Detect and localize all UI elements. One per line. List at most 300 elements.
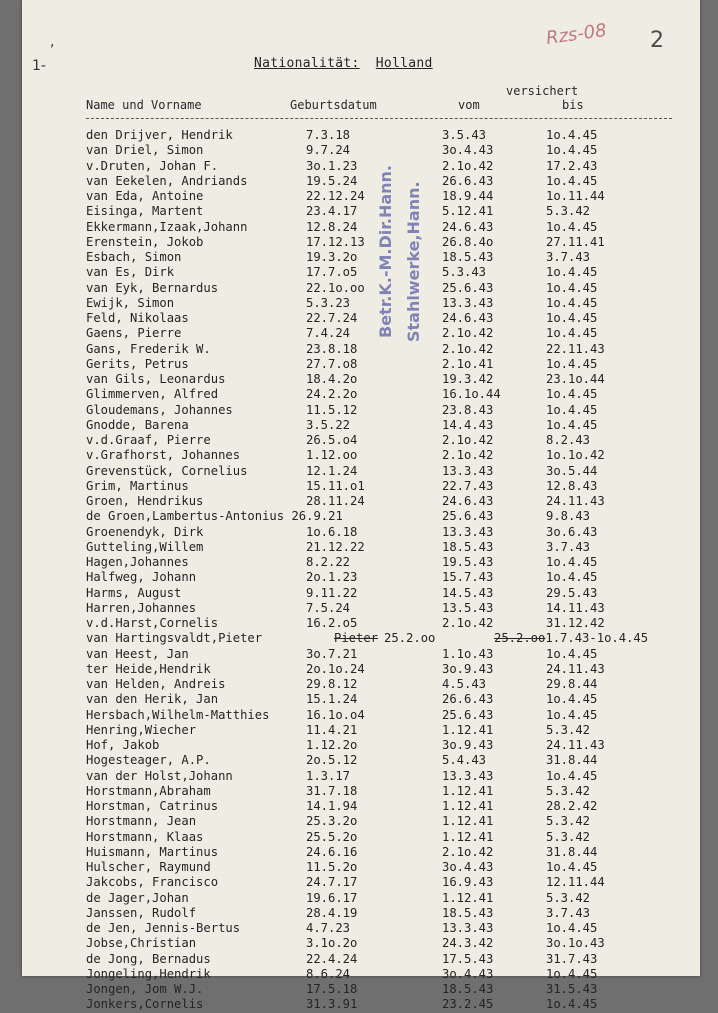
cell-birthdate: 16.1o.o4: [306, 707, 365, 722]
cell-name: Halfweg, Johann: [86, 570, 197, 585]
table-row: [22, 936, 700, 951]
table-row: [22, 647, 700, 662]
table-row: [22, 845, 700, 860]
cell-name: Hulscher, Raymund: [86, 860, 211, 874]
cell-birthdate: 19.3.2o: [306, 250, 358, 264]
cell-bis: 1o.4.45: [546, 280, 598, 295]
cell-vom: 23.8.43: [442, 402, 494, 417]
cell-birthdate: 26.5.o4: [306, 433, 358, 447]
cell-vom: 18.5.43: [442, 539, 494, 554]
cell-birthdate: 1.12.oo: [306, 448, 358, 463]
cell-vom: 3o.9.43: [442, 738, 494, 752]
cell-bis: 1o.4.45: [546, 265, 598, 280]
table-row: [22, 128, 700, 143]
cell-birthdate: 23.8.18: [306, 341, 358, 356]
cell-bis: 8.2.43: [546, 433, 591, 447]
cell-name: Huismann, Martinus: [86, 844, 219, 859]
cell-name: v.d.Graaf, Pierre: [86, 433, 211, 447]
cell-vom: 1.12.41: [442, 783, 494, 798]
cell-birthdate: 4.7.23: [306, 921, 351, 935]
cell-name: Jonkers,Cornelis: [86, 997, 204, 1012]
cell-name: ter Heide,Hendrik: [86, 661, 211, 676]
table-row: [22, 891, 700, 906]
cell-birthdate: 25.5.2o: [306, 829, 358, 844]
cell-bis: 24.11.43: [546, 738, 605, 752]
cell-birthdate: 31.7.18: [306, 783, 358, 798]
cell-vom: 13.3.43: [442, 921, 494, 935]
cell-name: van Es, Dirk: [86, 265, 175, 280]
cell-bis: 29.5.43: [546, 585, 598, 600]
red-annotation: Rzs-08: [544, 19, 608, 50]
cell-name: van der Holst,Johann: [86, 768, 233, 783]
cell-birthdate: 24.2.2o: [306, 387, 358, 402]
cell-birthdate: 3o.7.21: [306, 646, 358, 661]
cell-name: de Jen, Jennis-Bertus: [86, 921, 241, 935]
table-row: [22, 204, 700, 219]
table-row: [22, 326, 700, 341]
cell-vom: 2.1o.42: [442, 158, 494, 173]
cell-vom: 26.6.43: [442, 173, 494, 188]
vom-value: 1.7.43: [545, 631, 590, 646]
cell-vom: 26.8.4o: [442, 234, 494, 249]
cell-vom: 15.7.43: [442, 570, 494, 585]
cell-birthdate: 15.1.24: [306, 692, 358, 707]
title-label: Nationalität:: [254, 56, 360, 71]
stamp-line-1: Betr.K.-M.Dir.Hann.: [376, 165, 395, 338]
table-row: [22, 967, 700, 982]
cell-vom: 13.5.43: [442, 600, 494, 615]
cell-bis: 28.2.42: [546, 799, 598, 813]
cell-vom: 22.7.43: [442, 478, 494, 493]
cell-vom: 4.5.43: [442, 677, 487, 691]
cell-bis: 14.11.43: [546, 600, 605, 615]
cell-vom: 13.3.43: [442, 295, 494, 310]
cell-vom: 1.12.41: [442, 814, 494, 829]
table-row: [22, 662, 700, 677]
table-row: [22, 296, 700, 311]
cell-vom: 3o.4.43: [442, 860, 494, 874]
cell-bis: 1o.4.45: [546, 311, 598, 325]
cell-vom: 1.12.41: [442, 722, 494, 737]
cell-vom: 24.6.43: [442, 219, 494, 234]
table-row: [22, 952, 700, 967]
document-page: [22, 0, 700, 1012]
cell-vom: 25.6.43: [442, 707, 494, 722]
cell-birthdate: 17.5.18: [306, 982, 358, 996]
cell-vom: 18.5.43: [442, 982, 494, 996]
cell-bis: 1o.4.45: [546, 707, 598, 722]
cell-name: Gerits, Petrus: [86, 356, 189, 371]
cell-name: Hogesteager, A.P.: [86, 753, 211, 768]
header-divider: [86, 118, 672, 119]
cell-birthdate: 31.3.91: [306, 997, 358, 1012]
cell-vom: 14.5.43: [442, 585, 494, 600]
cell-name: Horstmann, Klaas: [86, 829, 204, 844]
cell-birthdate: 9.11.22: [306, 585, 358, 600]
cell-name: de Groen,Lambertus-Antonius 26.9.21: [86, 509, 343, 524]
cell-birthdate: 7.5.24: [306, 600, 351, 615]
cell-vom: [494, 631, 648, 645]
cell-vom: 13.3.43: [442, 768, 494, 783]
cell-vom: 3o.4.43: [442, 143, 494, 158]
cell-name: Harms, August: [86, 585, 182, 600]
cell-birthdate: 17.12.13: [306, 234, 365, 249]
cell-bis: 1o.4.45: [546, 417, 598, 432]
cell-bis: 1o.4.45: [546, 143, 598, 158]
cell-bis: 31.5.43: [546, 982, 598, 996]
table-row: [22, 601, 700, 616]
table-row: [22, 464, 700, 479]
cell-vom: 18.5.43: [442, 250, 494, 264]
cell-birthdate: 11.5.12: [306, 402, 358, 417]
cell-birthdate: 29.8.12: [306, 677, 358, 691]
table-row: [22, 814, 700, 829]
column-header-vom: vom: [458, 98, 480, 112]
table-row: [22, 784, 700, 799]
cell-name: Feld, Nikolaas: [86, 311, 189, 325]
table-row: [22, 692, 700, 707]
cell-birthdate: 15.11.o1: [306, 478, 365, 493]
cell-birthdate: 2o.1o.24: [306, 661, 365, 676]
cell-name: Esbach, Simon: [86, 250, 182, 264]
cell-name: Grevenstück, Cornelius: [86, 463, 248, 478]
cell-bis: 27.11.41: [546, 234, 605, 249]
column-header-versichert: versichert: [506, 84, 579, 98]
table-row: [22, 372, 700, 387]
cell-bis: 1o.4.45: [546, 326, 598, 341]
table-row: [22, 174, 700, 189]
cell-bis: 31.7.43: [546, 951, 598, 966]
cell-name: Jongen, Jom W.J.: [86, 982, 204, 996]
cell-name: v.d.Harst,Cornelis: [86, 616, 219, 630]
cell-bis: 5.3.42: [546, 829, 591, 844]
cell-birthdate: 22.1o.oo: [306, 280, 365, 295]
cell-vom: 5.12.41: [442, 204, 494, 219]
cell-name: van Eyk, Bernardus: [86, 280, 219, 295]
cell-vom: 2.1o.42: [442, 448, 494, 463]
cell-vom: 1.1o.43: [442, 646, 494, 661]
cell-name: Hagen,Johannes: [86, 555, 189, 569]
column-header-birthdate: Geburtsdatum: [290, 98, 377, 112]
cell-vom: 17.5.43: [442, 951, 494, 966]
cell-bis: 3o.5.44: [546, 463, 598, 478]
cell-vom: 1.12.41: [442, 829, 494, 844]
cell-birthdate: [334, 631, 435, 645]
cell-bis: 17.2.43: [546, 158, 598, 173]
cell-name: Horstmann,Abraham: [86, 783, 211, 798]
cell-name: Gaens, Pierre: [86, 326, 182, 341]
cell-vom: 2.1o.42: [442, 433, 494, 447]
cell-vom: 1.12.41: [442, 890, 494, 905]
cell-vom: 19.5.43: [442, 555, 494, 569]
cell-vom: 24.6.43: [442, 311, 494, 325]
cell-bis: 23.1o.44: [546, 372, 605, 386]
cell-vom: 2.1o.42: [442, 341, 494, 356]
table-row: [22, 509, 700, 524]
cell-bis: 3o.6.43: [546, 524, 598, 539]
cell-bis: 5.3.42: [546, 204, 591, 219]
page-title: [254, 56, 433, 71]
table-row: [22, 494, 700, 509]
table-row: [22, 875, 700, 890]
cell-birthdate: 24.6.16: [306, 844, 358, 859]
cell-vom: 25.6.43: [442, 280, 494, 295]
cell-bis: 1o.4.45: [546, 768, 598, 783]
cell-vom: 13.3.43: [442, 463, 494, 478]
cell-birthdate: 25.3.2o: [306, 814, 358, 829]
cell-name: van Hartingsvaldt,Pieter: [86, 631, 263, 646]
cell-name: de Jong, Bernadus: [86, 951, 211, 966]
table-row: [22, 982, 700, 997]
cell-birthdate: 3.1o.2o: [306, 936, 358, 951]
cell-birthdate: 19.6.17: [306, 890, 358, 905]
cell-name: Janssen, Rudolf: [86, 905, 197, 920]
records-table: [22, 128, 700, 1013]
cell-bis: 1o.4.45: [546, 997, 598, 1012]
cell-bis: 1o.4.45: [546, 387, 598, 402]
cell-vom: 18.9.44: [442, 189, 494, 203]
margin-mark: ,: [50, 34, 55, 50]
cell-name: Grim, Martinus: [86, 478, 189, 493]
cell-bis: 12.8.43: [546, 478, 598, 493]
cell-vom: 2.1o.41: [442, 356, 494, 371]
table-row: [22, 555, 700, 570]
table-row: [22, 159, 700, 174]
cell-bis: 5.3.42: [546, 783, 591, 798]
cell-name: Erenstein, Jokob: [86, 234, 204, 249]
table-row: [22, 860, 700, 875]
cell-bis: 1o.4.45: [546, 219, 598, 234]
cell-name: Hof, Jakob: [86, 738, 160, 752]
cell-bis: 22.11.43: [546, 341, 605, 356]
stamp-line-2: Stahlwerke,Hann.: [404, 181, 423, 342]
cell-name: Gnodde, Barena: [86, 417, 189, 432]
cell-bis: 1o.4.45: [546, 173, 598, 188]
table-row: [22, 220, 700, 235]
cell-bis: 1o.4.45: [546, 860, 598, 874]
cell-birthdate: 2o.1.23: [306, 570, 358, 585]
cell-name: Horstmann, Jean: [86, 814, 197, 829]
cell-name: van Eekelen, Andriands: [86, 173, 248, 188]
table-row: [22, 753, 700, 768]
cell-birthdate: 8.2.22: [306, 555, 351, 569]
cell-birthdate: 12.8.24: [306, 219, 358, 234]
table-row: [22, 708, 700, 723]
cell-birthdate: 9.7.24: [306, 143, 351, 158]
table-row: [22, 235, 700, 250]
cell-vom: 26.6.43: [442, 692, 494, 707]
cell-name: Horstman, Catrinus: [86, 799, 219, 813]
table-row: [22, 357, 700, 372]
cell-birthdate: 27.7.o8: [306, 356, 358, 371]
cell-bis: 12.11.44: [546, 875, 605, 890]
table-row: [22, 189, 700, 204]
cell-name: Jobse,Christian: [86, 936, 197, 951]
cell-vom: 14.4.43: [442, 417, 494, 432]
cell-bis: 3.7.43: [546, 539, 591, 554]
cell-bis: 1o.4.45: [546, 402, 598, 417]
cell-vom: 23.2.45: [442, 997, 494, 1012]
cell-name: Jongeling,Hendrik: [86, 966, 211, 981]
cell-name: Ewijk, Simon: [86, 295, 175, 310]
cell-vom: 19.3.42: [442, 372, 494, 386]
table-row: [22, 631, 700, 646]
table-row: [22, 281, 700, 296]
table-row: [22, 738, 700, 753]
cell-name: Eisinga, Martent: [86, 204, 204, 219]
table-row: [22, 906, 700, 921]
column-header-name: Name und Vorname: [86, 98, 202, 112]
cell-vom: 3o.9.43: [442, 661, 494, 676]
cell-name: v.Druten, Johan F.: [86, 158, 219, 173]
title-value: Holland: [375, 56, 433, 71]
table-row: [22, 525, 700, 540]
cell-name: den Drijver, Hendrik: [86, 128, 233, 142]
table-row: [22, 769, 700, 784]
cell-bis: 24.11.43: [546, 661, 605, 676]
company-stamp: [370, 130, 430, 350]
cell-name: Henring,Wiecher: [86, 722, 197, 737]
cell-vom: 2.1o.42: [442, 616, 494, 630]
cell-birthdate: 7.3.18: [306, 128, 351, 142]
cell-bis: 1o.4.45: [546, 356, 598, 371]
cell-vom: 5.4.43: [442, 753, 487, 768]
cell-bis: 1o.4.45: [546, 555, 598, 569]
cell-name: Hersbach,Wilhelm-Matthies: [86, 707, 270, 722]
cell-vom: 16.1o.44: [442, 387, 501, 402]
cell-birthdate: 1o.6.18: [306, 524, 358, 539]
cell-birthdate: 14.1.94: [306, 799, 358, 813]
cell-vom: 24.3.42: [442, 936, 494, 951]
cell-name: Groen, Hendrikus: [86, 494, 204, 508]
cell-bis: 5.3.42: [546, 722, 591, 737]
cell-bis: 1o.4.45: [546, 646, 598, 661]
cell-birthdate: 22.7.24: [306, 311, 358, 325]
cell-birthdate: 23.4.17: [306, 204, 358, 219]
cell-birthdate: 19.5.24: [306, 173, 358, 188]
cell-bis: 1o.4.45: [546, 966, 598, 981]
cell-name: van Eda, Antoine: [86, 189, 204, 203]
cell-bis: 1o.4.45: [546, 921, 598, 935]
cell-birthdate: 3o.1.23: [306, 158, 358, 173]
cell-name: van Helden, Andreis: [86, 677, 226, 691]
cell-vom: 2.1o.42: [442, 326, 494, 341]
cell-bis: 3o.1o.43: [546, 936, 605, 951]
cell-birthdate: 2o.5.12: [306, 753, 358, 768]
cell-birthdate: 22.12.24: [306, 189, 365, 203]
cell-birthdate: 18.4.2o: [306, 372, 358, 386]
cell-vom: 3o.4.43: [442, 966, 494, 981]
cell-name: Gutteling,Willem: [86, 539, 204, 554]
table-row: [22, 921, 700, 936]
cell-name: de Jager,Johan: [86, 890, 189, 905]
cell-birthdate: 12.1.24: [306, 463, 358, 478]
cell-bis: 31.12.42: [546, 616, 605, 630]
table-row: [22, 448, 700, 463]
table-row: [22, 616, 700, 631]
cell-bis: 1o.4.45: [546, 295, 598, 310]
cell-vom: 3.5.43: [442, 128, 487, 142]
cell-birthdate: 11.4.21: [306, 722, 358, 737]
column-header-bis: bis: [562, 98, 584, 112]
page-number: 2: [650, 28, 664, 53]
cell-bis: 31.8.44: [546, 753, 598, 768]
table-row: [22, 250, 700, 265]
cell-birthdate: 11.5.2o: [306, 860, 358, 874]
cell-vom: 1.12.41: [442, 799, 494, 813]
table-row: [22, 479, 700, 494]
cell-name: Gans, Frederik W.: [86, 341, 211, 356]
table-row: [22, 433, 700, 448]
table-row: [22, 830, 700, 845]
cell-vom: 25.6.43: [442, 509, 494, 524]
table-row: [22, 540, 700, 555]
table-row: [22, 570, 700, 585]
cell-bis: 3.7.43: [546, 250, 591, 264]
cell-birthdate: 8.6.24: [306, 966, 351, 981]
cell-name: Gloudemans, Johannes: [86, 402, 233, 417]
cell-bis: 5.3.42: [546, 890, 591, 905]
cell-bis: 1o.1o.42: [546, 448, 605, 463]
cell-birthdate: 16.2.o5: [306, 616, 358, 630]
cell-birthdate: 24.7.17: [306, 875, 358, 890]
margin-mark-dash: 1-: [32, 58, 46, 74]
cell-name: Groenendyk, Dirk: [86, 524, 204, 539]
cell-birthdate: 1.3.17: [306, 768, 351, 783]
cell-birthdate: 22.4.24: [306, 951, 358, 966]
cell-vom: 2.1o.42: [442, 844, 494, 859]
cell-bis: 1o.4.45: [546, 128, 598, 142]
cell-birthdate: 7.4.24: [306, 326, 351, 341]
struck-text: 25.2.oo: [494, 631, 546, 646]
table-row: [22, 799, 700, 814]
table-row: [22, 403, 700, 418]
table-row: [22, 342, 700, 357]
cell-bis: 24.11.43: [546, 494, 605, 508]
cell-bis: 1o.4.45: [546, 692, 598, 707]
cell-name: van Gils, Leonardus: [86, 372, 226, 386]
cell-name: van Driel, Simon: [86, 143, 204, 158]
cell-name: Glimmerven, Alfred: [86, 387, 219, 402]
cell-birthdate: 5.3.23: [306, 295, 351, 310]
cell-vom: 24.6.43: [442, 494, 494, 508]
cell-name: van Heest, Jan: [86, 646, 189, 661]
table-row: [22, 677, 700, 692]
table-row: [22, 311, 700, 326]
cell-bis: 5.3.42: [546, 814, 591, 829]
table-row: [22, 265, 700, 280]
cell-bis: 1o.11.44: [546, 189, 605, 203]
struck-text: Pieter: [334, 631, 379, 646]
birthdate-value: 25.2.oo: [384, 631, 436, 646]
cell-bis: 31.8.44: [546, 844, 598, 859]
table-row: [22, 586, 700, 601]
cell-bis: 3.7.43: [546, 905, 591, 920]
cell-bis: 1o.4.45: [546, 570, 598, 585]
cell-name: Jakcobs, Francisco: [86, 875, 219, 890]
table-row: [22, 418, 700, 433]
cell-name: v.Grafhorst, Johannes: [86, 448, 241, 463]
table-row: [22, 387, 700, 402]
cell-birthdate: 28.4.19: [306, 905, 358, 920]
cell-vom: 18.5.43: [442, 905, 494, 920]
cell-birthdate: 28.11.24: [306, 494, 365, 508]
table-row: [22, 143, 700, 158]
cell-vom: 16.9.43: [442, 875, 494, 890]
bis-value: -1o.4.45: [589, 631, 649, 646]
cell-birthdate: 17.7.o5: [306, 265, 358, 280]
cell-birthdate: 1.12.2o: [306, 738, 358, 752]
